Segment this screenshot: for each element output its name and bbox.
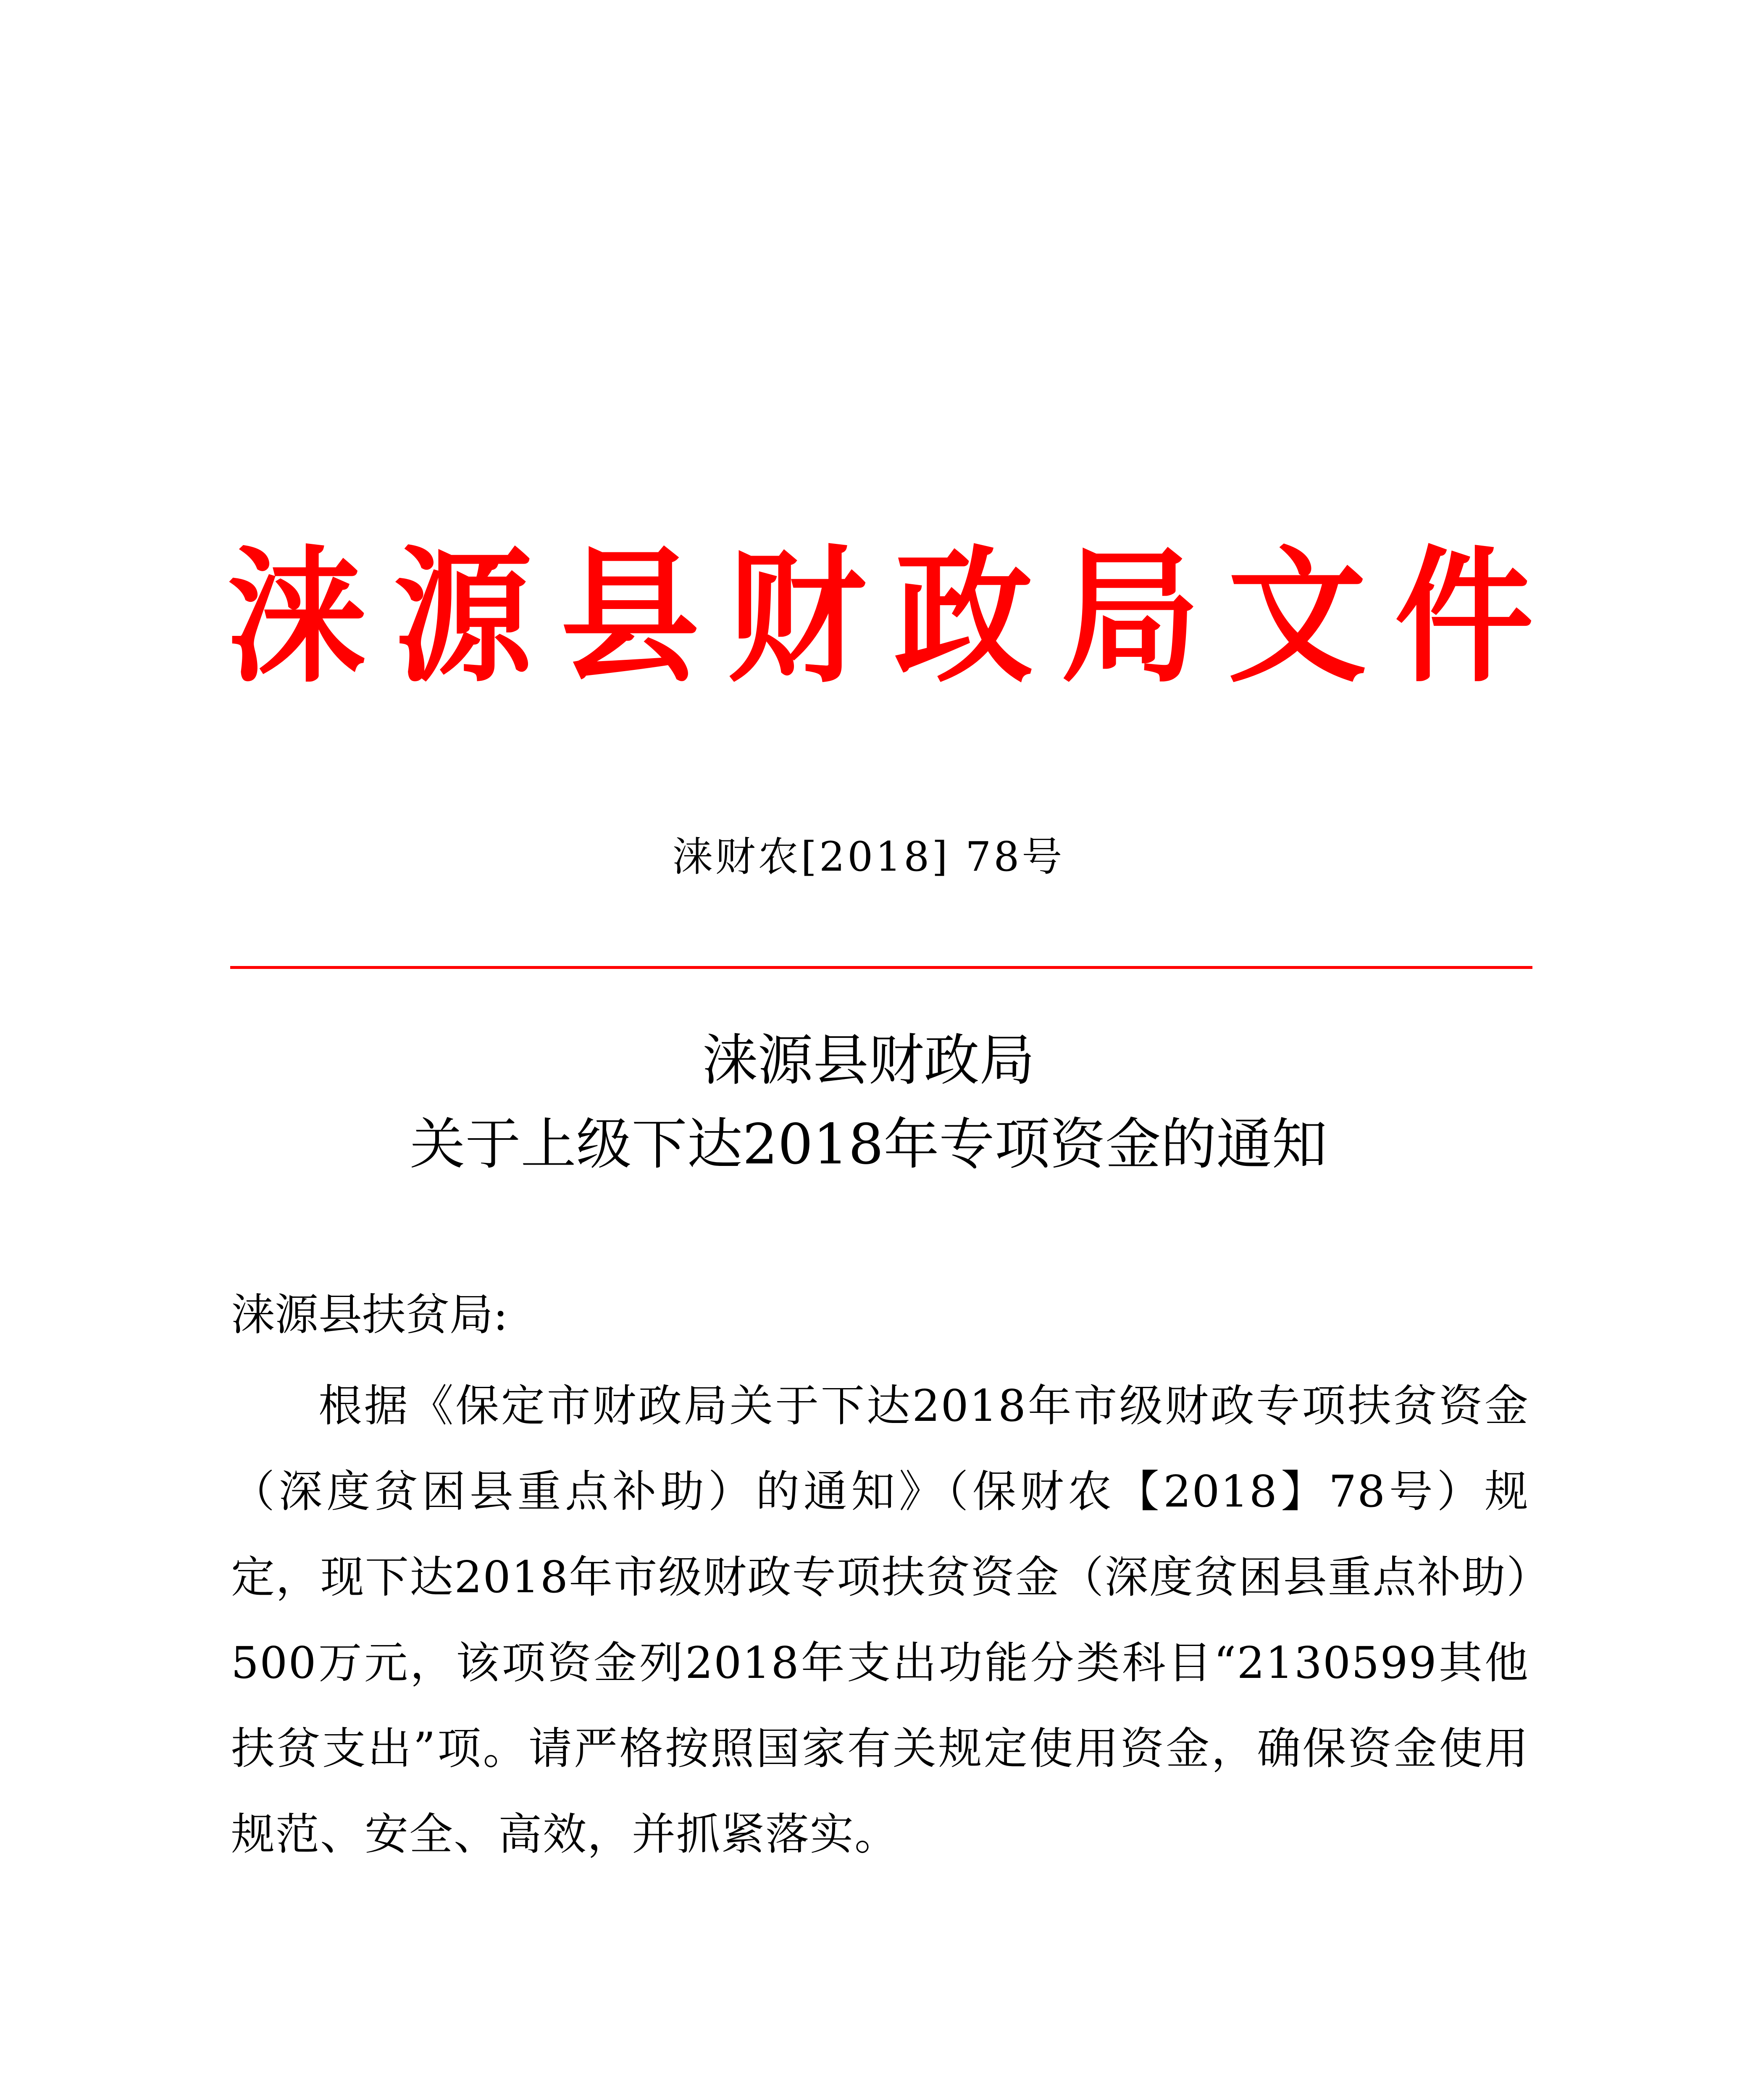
masthead-char: 财 <box>727 533 866 702</box>
masthead-char: 政 <box>894 533 1033 702</box>
body-paragraph: 根据《保定市财政局关于下达2018年市级财政专项扶贫资金（深度贫困县重点补助）的通知》（保财农【2018】78号）规定，现下达2018年市级财政专项扶贫资金（深度贫困县重点补助）500万元，该项资金列2018年支出功能分类科目“2130599其他扶贫支出”项。请严格按照国家有关规定使用资金，确保资金使用规范、安全、高效，并抓紧落实。 <box>231 1380 1529 1860</box>
masthead-char: 文 <box>1227 533 1366 702</box>
document-title-line-1: 涞源县财政局 <box>702 1028 1035 1093</box>
masthead-char: 局 <box>1061 533 1200 702</box>
masthead-char: 源 <box>394 533 533 702</box>
document-number: 涞财农[2018] 78号 <box>672 833 1065 880</box>
document-masthead <box>227 525 1533 710</box>
masthead-char: 县 <box>560 533 699 702</box>
masthead-char: 件 <box>1394 533 1533 702</box>
masthead-char: 涞 <box>227 533 365 702</box>
salutation: 涞源县扶贫局: <box>231 1289 508 1340</box>
document-title-line-2: 关于上级下达2018年专项资金的通知 <box>410 1112 1327 1177</box>
red-divider-line <box>230 966 1532 969</box>
